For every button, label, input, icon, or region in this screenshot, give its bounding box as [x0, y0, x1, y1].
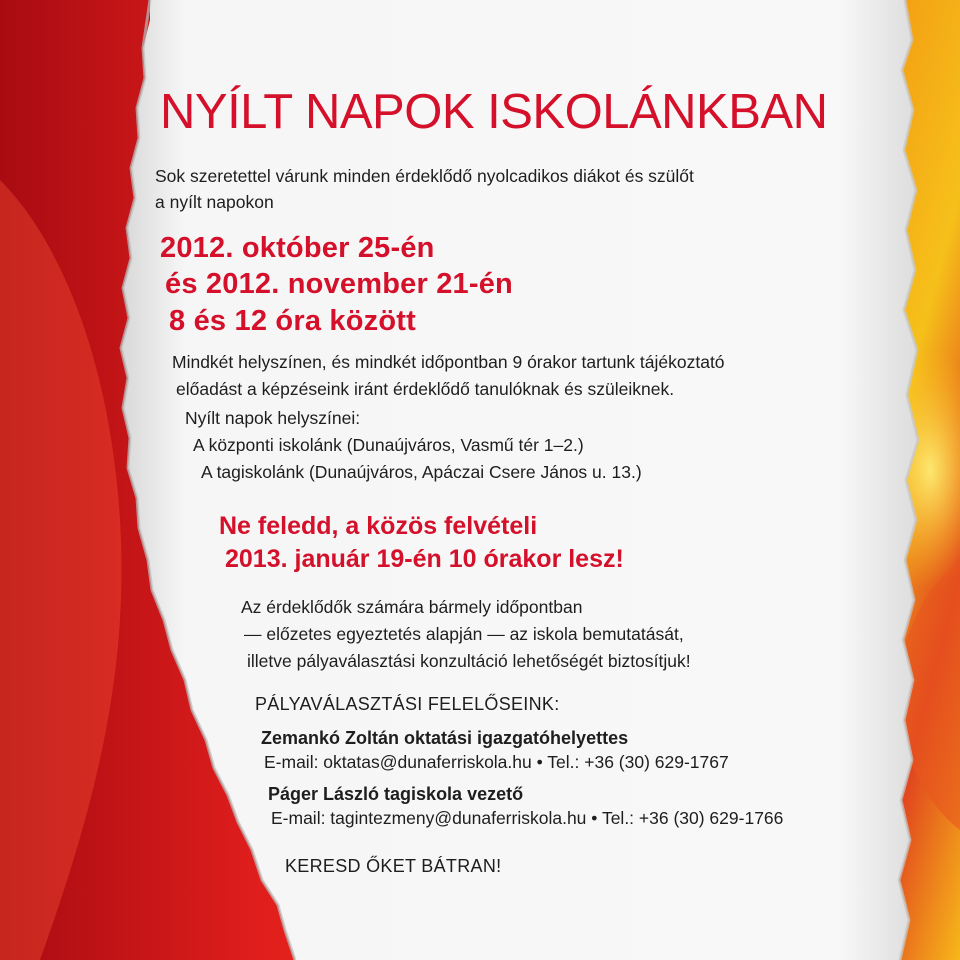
offer-line-3: illetve pályaválasztási konzultáció lehetőségét biztosítjuk!: [247, 651, 691, 671]
page-title: NYÍLT NAPOK ISKOLÁNKBAN: [160, 85, 828, 139]
contact-name: Páger László tagiskola vezető: [268, 784, 524, 804]
offer-line-1: Az érdeklődők számára bármely időpontban: [241, 597, 583, 617]
intro-line-2: a nyílt napokon: [155, 192, 274, 212]
intro-line-1: Sok szeretettel várunk minden érdeklődő nyolcadikos diákot és szülőt: [155, 166, 694, 186]
info-line-2: előadást a képzéseink iránt érdeklődő tanulóknak és szüleiknek.: [176, 379, 675, 399]
venue-main: A központi iskolánk (Dunaújváros, Vasmű tér 1–2.): [193, 435, 584, 455]
offer-line-2: — előzetes egyeztetés alapján — az iskola bemutatását,: [244, 624, 684, 644]
date-line-1: 2012. október 25-én: [160, 232, 435, 264]
venue-member: A tagiskolánk (Dunaújváros, Apáczai Csere János u. 13.): [201, 462, 642, 482]
contact-details: E-mail: oktatas@dunaferriskola.hu • Tel.: +36 (30) 629-1767: [264, 752, 729, 772]
info-line-1: Mindkét helyszínen, és mindkét időpontban 9 órakor tartunk tájékoztató: [172, 352, 725, 372]
time-range: 8 és 12 óra között: [169, 305, 416, 337]
date-line-2: és 2012. november 21-én: [165, 268, 513, 300]
contact-details: E-mail: tagintezmeny@dunaferriskola.hu • Tel.: +36 (30) 629-1766: [271, 808, 784, 828]
contact-name: Zemankó Zoltán oktatási igazgatóhelyettes: [261, 728, 629, 748]
closing-call-to-action: KERESD ŐKET BÁTRAN!: [285, 856, 502, 876]
reminder-date: 2013. január 19-én 10 órakor lesz!: [225, 545, 624, 573]
intro-text: [155, 163, 694, 215]
reminder-line-1: Ne feledd, a közös felvételi: [219, 512, 538, 540]
contacts-heading: PÁLYAVÁLASZTÁSI FELELŐSEINK:: [255, 694, 560, 714]
venues-label: Nyílt napok helyszínei:: [185, 408, 361, 428]
